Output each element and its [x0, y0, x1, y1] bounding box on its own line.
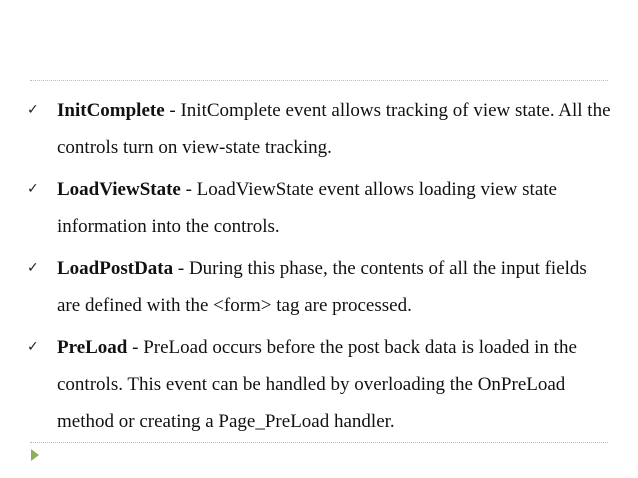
check-icon: ✓ — [27, 260, 39, 276]
list-item-preload — [27, 329, 612, 440]
bottom-divider — [30, 442, 608, 443]
item-term: LoadPostData — [57, 258, 174, 279]
list-item-loadpostdata — [27, 250, 612, 324]
item-separator: - — [180, 179, 197, 200]
top-divider — [30, 80, 608, 81]
item-description: PreLoad occurs before the post back data is loaded in the controls. This event can be handled by overloading the OnPreLoad method or creating a Page_PreLoad handler. — [57, 337, 577, 432]
item-term: LoadViewState — [57, 179, 181, 200]
item-separator: - — [164, 100, 181, 121]
item-separator: - — [173, 258, 189, 279]
item-description: InitComplete event allows tracking of view state. All the controls turn on view-state tracking. — [57, 100, 611, 158]
item-description: During this phase, the contents of all the input fields are defined with the <form> tag are processed. — [57, 258, 587, 316]
check-icon: ✓ — [27, 181, 39, 197]
play-triangle-icon[interactable] — [31, 449, 39, 461]
list-item-initcomplete — [27, 92, 612, 166]
check-icon: ✓ — [27, 102, 39, 118]
list-item-loadviewstate — [27, 171, 612, 245]
item-term: InitComplete — [57, 100, 165, 121]
item-term: PreLoad — [57, 337, 128, 358]
item-description: LoadViewState event allows loading view state information into the controls. — [57, 179, 557, 237]
check-icon: ✓ — [27, 339, 39, 355]
item-separator: - — [127, 337, 144, 358]
bullet-list — [27, 92, 612, 445]
